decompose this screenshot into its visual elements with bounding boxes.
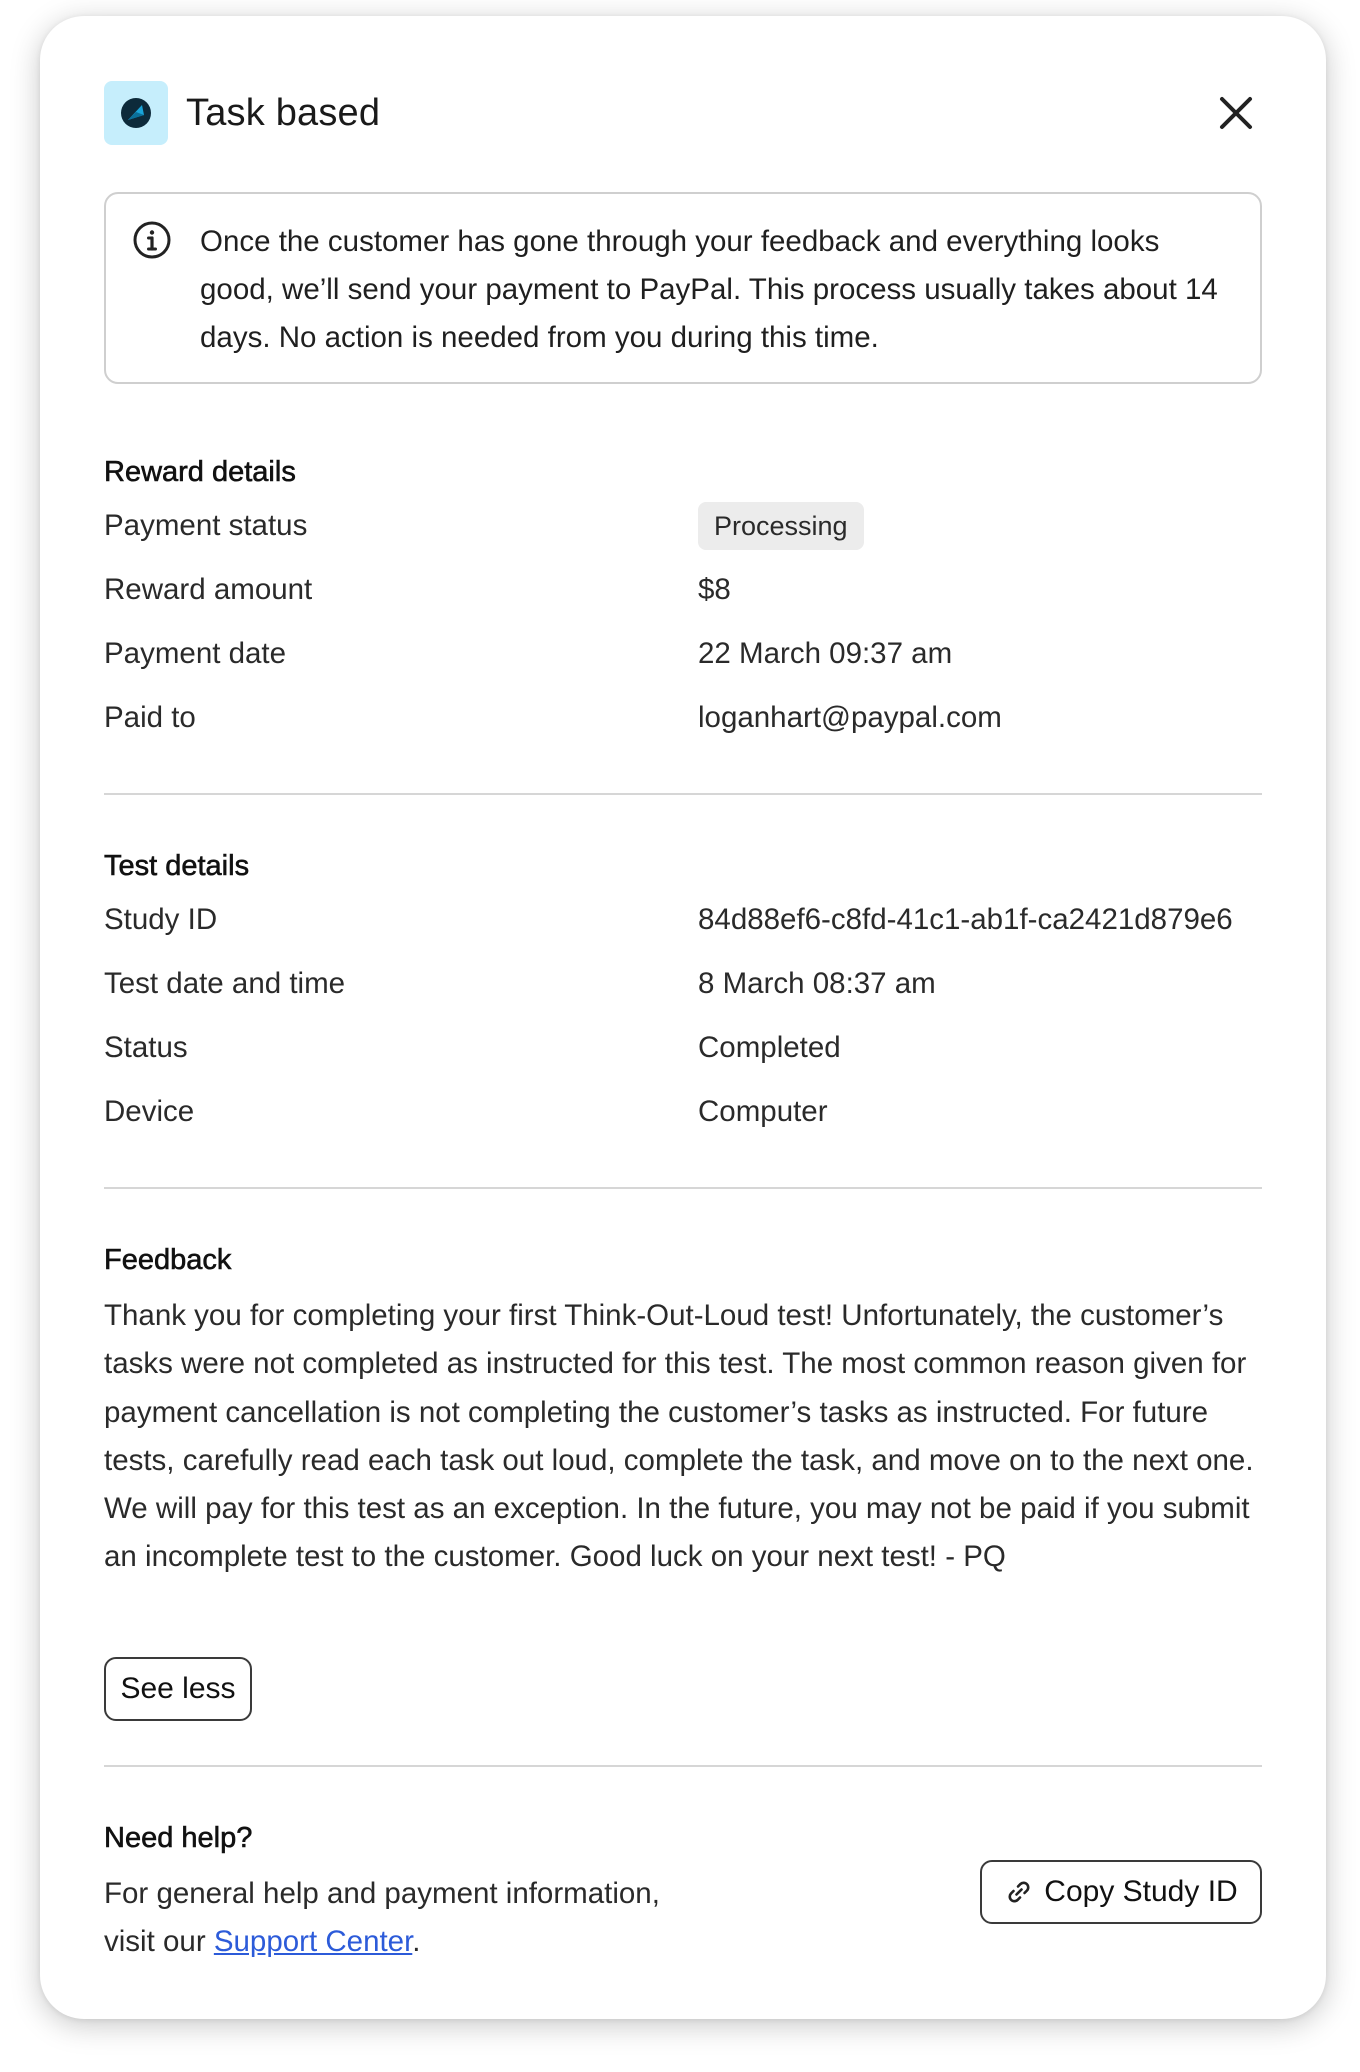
help-text [104,1870,664,1966]
feedback-title: Feedback [104,1244,232,1276]
row-label: Payment date [104,637,287,670]
row-value: $8 [698,573,731,606]
test-row-study-id [104,898,1262,942]
row-label: Device [104,1095,195,1128]
info-notice [104,192,1262,384]
row-label: Status [104,1031,188,1064]
row-label: Payment status [104,509,308,542]
test-details-section [104,846,1262,1136]
row-value: 22 March 09:37 am [698,637,953,670]
reward-row-amount [104,568,1262,612]
support-center-link[interactable]: Support Center [213,1925,413,1958]
row-value: Completed [698,1031,841,1064]
reward-row-payment-date [104,632,1262,676]
row-value: Computer [698,1095,828,1128]
header-title-group [104,81,380,145]
test-row-device [104,1090,1262,1134]
app-logo-icon [104,81,168,145]
divider [104,1187,1262,1189]
status-badge: Processing [698,502,864,550]
row-value: loganhart@paypal.com [698,701,1002,734]
reward-row-payment-status [104,504,1262,548]
row-label: Reward amount [104,573,313,606]
row-value: 84d88ef6-c8fd-41c1-ab1f-ca2421d879e6 [698,903,1233,936]
link-icon [1004,1877,1034,1907]
modal-header [104,80,1262,146]
row-label: Test date and time [104,967,346,1000]
close-icon [1216,93,1256,133]
feedback-section [104,1240,1262,1720]
row-label: Study ID [104,903,218,936]
row-label: Paid to [104,701,196,734]
help-title: Need help? [104,1822,253,1854]
reward-row-paid-to [104,696,1262,740]
test-details-title: Test details [104,850,250,882]
task-details-modal [40,16,1326,2019]
row-value: 8 March 08:37 am [698,967,936,1000]
row-value-wrapper [698,502,864,550]
divider [104,793,1262,795]
copy-study-id-label: Copy Study ID [1044,1875,1238,1908]
test-row-date-time [104,962,1262,1006]
help-section [104,1818,1262,1968]
divider [104,1765,1262,1767]
modal-title: Task based [186,91,381,134]
help-text-body: For general help and payment information, visit our [104,1877,660,1958]
feedback-text: Thank you for completing your first Think-Out-Loud test! Unfortunately, the customer’s tasks were not completed as instructed for this test. The most common reason given for payment cancellation is not completing the customer’s tasks as instructed. For future tests, carefully read each task out loud, complete the task, and move on to the next one. We will pay for this test as an exception. In the future, you may not be paid if you submit an incomplete test to the customer. Good luck on your next test! - PQ [104,1299,1254,1574]
copy-study-id-button[interactable] [980,1860,1262,1924]
see-less-button[interactable]: See less [104,1657,252,1721]
reward-details-section [104,452,1262,742]
reward-details-title: Reward details [104,456,296,488]
info-text: Once the customer has gone through your feedback and everything looks good, we’ll send your payment to PayPal. This process usually takes about 14 days. No action is needed from you during this time. [200,225,1218,354]
help-text-end: . [412,1925,421,1958]
close-button[interactable] [1210,87,1262,139]
test-row-status [104,1026,1262,1070]
info-icon [132,220,172,265]
